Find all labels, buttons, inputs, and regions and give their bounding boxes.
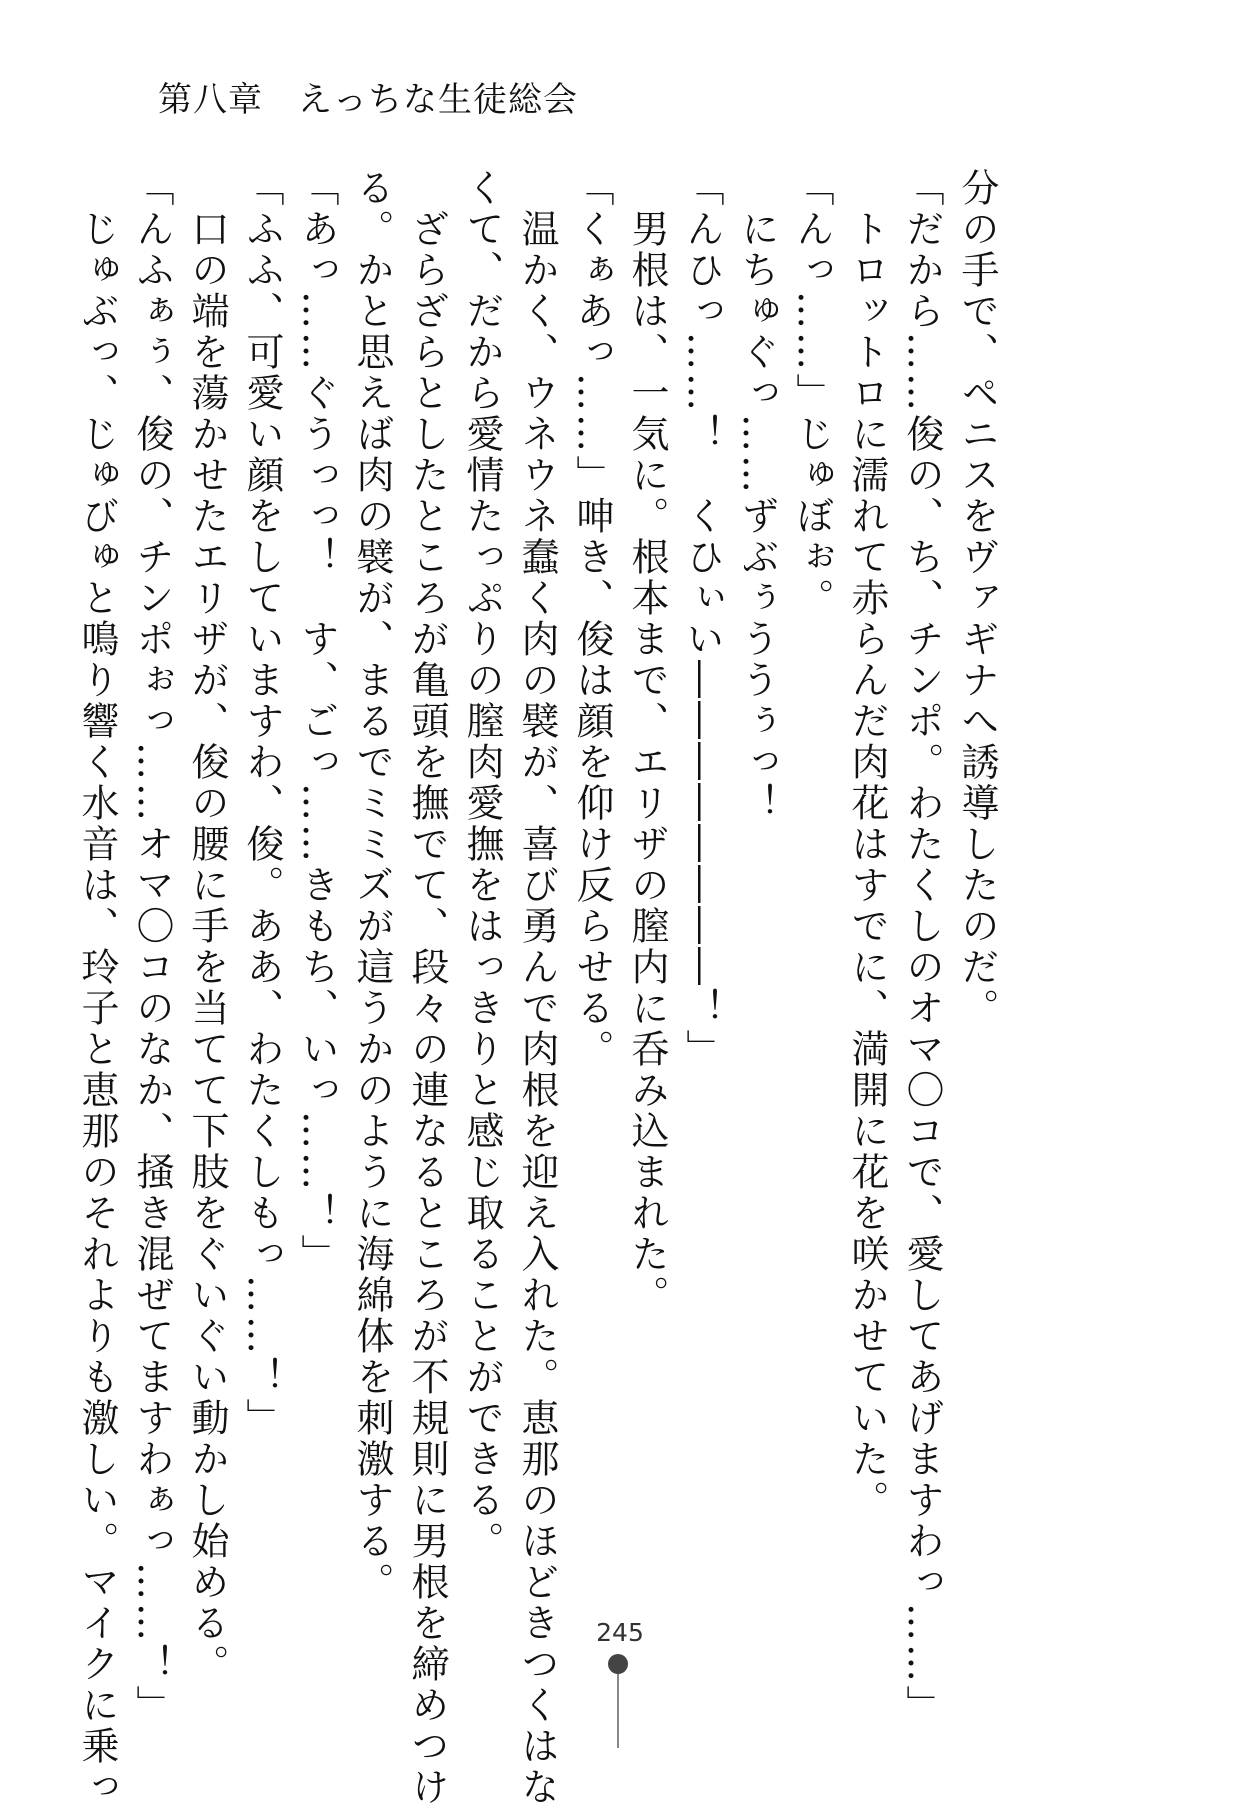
text-line: トロットロに濡れて赤らんだ肉花はすでに、満開に花を咲かせていた。 <box>845 168 889 1521</box>
dialogue-line: 「ふふ、可愛い顔をしていますわ、俊。ああ、わたくしもっ……！」 <box>240 168 284 1439</box>
dialogue-line: 「んっ……」じゅぼぉ。 <box>790 168 834 619</box>
page-marker-line <box>617 1674 619 1748</box>
page-marker-ornament <box>600 1654 640 1748</box>
text-line: くて、だから愛情たっぷりの膣肉愛撫をはっきりと感じ取ることができる。 <box>460 168 504 1562</box>
text-line: ざらざらとしたところが亀頭を撫でて、段々の連なるところが不規則に男根を締めつけ <box>405 168 449 1808</box>
page-marker-dot <box>608 1654 628 1674</box>
text-line: 温かく、ウネウネ蠢く肉の襞が、喜び勇んで肉根を迎え入れた。恵那のほどきつくはな <box>515 168 559 1808</box>
text-line: 分の手で、ペニスをヴァギナへ誘導したのだ。 <box>955 168 999 1029</box>
dialogue-line: 「あっ……ぐうっっ！ す、ごっ……きもち、いっ……！」 <box>295 168 339 1275</box>
dialogue-line: 「んひっ……！ くひぃい――――――――！」 <box>680 168 724 1070</box>
text-line: じゅぶっ、じゅびゅと鳴り響く水音は、玲子と恵那のそれよりも激しい。マイクに乗っ <box>75 168 119 1808</box>
page-number: 245 <box>596 1618 644 1647</box>
text-line: にちゅぐっ……ずぶぅううぅっ！ <box>735 168 779 824</box>
text-line: 男根は、一気に。根本まで、エリザの膣内に呑み込まれた。 <box>625 168 669 1316</box>
running-head-chapter-title: 第八章 えっちな生徒総会 <box>158 80 578 120</box>
dialogue-line: 「だから……俊の、ち、チンポ。わたくしのオマ〇コで、愛してあげますわっ……」 <box>900 168 944 1726</box>
novel-body-text <box>69 168 1004 1808</box>
dialogue-line: 「んふぁぅ、俊の、チンポぉっ……オマ〇コのなか、掻き混ぜてますわぁっ……！」 <box>130 168 174 1726</box>
dialogue-line: 「くぁあっ……」呻き、俊は顔を仰け反らせる。 <box>570 168 614 1070</box>
text-line: る。かと思えば肉の襞が、まるでミミズが這うかのように海綿体を刺激する。 <box>350 168 394 1603</box>
text-line: 口の端を蕩かせたエリザが、俊の腰に手を当てて下肢をぐいぐい動かし始める。 <box>185 168 229 1685</box>
